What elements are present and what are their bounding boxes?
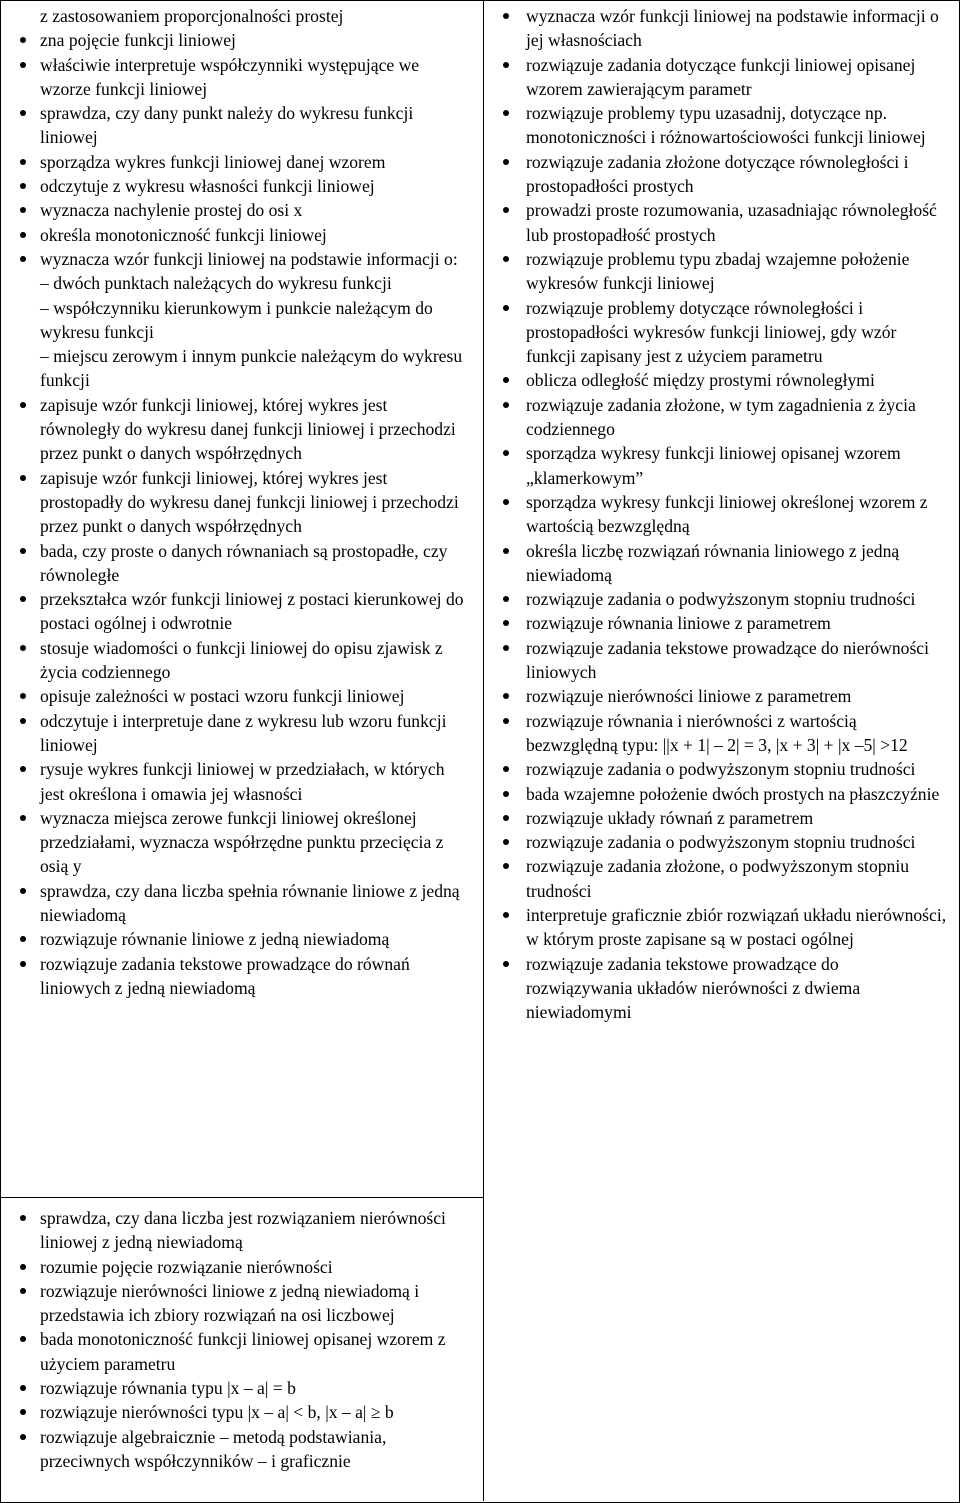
- list-item: rozwiązuje nierówności typu |x – a| < b, |x – a| ≥ b: [12, 1400, 470, 1424]
- list-item: określa monotoniczność funkcji liniowej: [12, 223, 470, 247]
- list-item: sporządza wykresy funkcji liniowej określonej wzorem z wartością bezwzględną: [495, 490, 947, 539]
- list-item: rozwiązuje zadania o podwyższonym stopniu trudności: [495, 757, 947, 781]
- list-item: rozwiązuje nierówności liniowe z parametrem: [495, 684, 947, 708]
- list-item: rozwiązuje zadania złożone, w tym zagadnienia z życia codziennego: [495, 393, 947, 442]
- list-item: rozwiązuje równania i nierówności z wartością bezwzględną typu: ||x + 1| – 2| = 3, |x + 3| + |x –5| >12: [495, 709, 947, 758]
- right-column-list: [495, 4, 947, 1024]
- row-divider: [0, 1197, 484, 1198]
- sub-list-item: – miejscu zerowym i innym punkcie należącym do wykresu funkcji: [40, 346, 463, 391]
- list-item: rozwiązuje problemu typu zbadaj wzajemne położenie wykresów funkcji liniowej: [495, 247, 947, 296]
- list-item: sporządza wykres funkcji liniowej danej wzorem: [12, 150, 470, 174]
- list-item: wyznacza nachylenie prostej do osi x: [12, 198, 470, 222]
- list-item: rozwiązuje nierówności liniowe z jedną niewiadomą i przedstawia ich zbiory rozwiązań na osi liczbowej: [12, 1279, 470, 1328]
- list-item: odczytuje i interpretuje dane z wykresu lub wzoru funkcji liniowej: [12, 709, 470, 758]
- left-bottom-list: [12, 1206, 470, 1473]
- column-divider: [483, 0, 484, 1501]
- list-item: sprawdza, czy dana liczba jest rozwiązaniem nierówności liniowej z jedną niewiadomą: [12, 1206, 470, 1255]
- list-item: rozumie pojęcie rozwiązanie nierówności: [12, 1255, 470, 1279]
- list-item: rozwiązuje zadania złożone, o podwyższonym stopniu trudności: [495, 854, 947, 903]
- list-item: prowadzi proste rozumowania, uzasadniając równoległość lub prostopadłość prostych: [495, 198, 947, 247]
- list-item: określa liczbę rozwiązań równania liniowego z jedną niewiadomą: [495, 539, 947, 588]
- list-item: rozwiązuje równania liniowe z parametrem: [495, 611, 947, 635]
- list-item: rozwiązuje równania typu |x – a| = b: [12, 1376, 470, 1400]
- list-item: bada wzajemne położenie dwóch prostych na płaszczyźnie: [495, 782, 947, 806]
- sub-list-item: – współczynniku kierunkowym i punkcie należącym do wykresu funkcji: [40, 297, 433, 342]
- list-item: rozwiązuje zadania o podwyższonym stopniu trudności: [495, 830, 947, 854]
- list-item: interpretuje graficznie zbiór rozwiązań układu nierówności, w którym proste zapisane są w postaci ogólnej: [495, 903, 947, 952]
- left-column-list: [12, 4, 470, 1000]
- list-item: rozwiązuje równanie liniowe z jedną niewiadomą: [12, 927, 470, 951]
- list-item: zapisuje wzór funkcji liniowej, której wykres jest prostopadły do wykresu danej funkcji liniowej i przechodzi przez punkt o danych współrzędnych: [12, 466, 470, 539]
- list-item: rozwiązuje zadania złożone dotyczące równoległości i prostopadłości prostych: [495, 150, 947, 199]
- list-item: wyznacza miejsca zerowe funkcji liniowej określonej przedziałami, wyznacza współrzędne punktu przecięcia z osią y: [12, 806, 470, 879]
- list-item: zna pojęcie funkcji liniowej: [12, 28, 470, 52]
- list-item: rozwiązuje zadania tekstowe prowadzące do równań liniowych z jedną niewiadomą: [12, 952, 470, 1001]
- list-item: stosuje wiadomości o funkcji liniowej do opisu zjawisk z życia codziennego: [12, 636, 470, 685]
- list-item: sprawdza, czy dany punkt należy do wykresu funkcji liniowej: [12, 101, 470, 150]
- list-item: właściwie interpretuje współczynniki występujące we wzorze funkcji liniowej: [12, 53, 470, 102]
- list-item: wyznacza wzór funkcji liniowej na podstawie informacji o jej własnościach: [495, 4, 947, 53]
- list-item: rozwiązuje problemy dotyczące równoległości i prostopadłości wykresów funkcji liniowej, gdy wzór funkcji zapisany jest z użyciem parametru: [495, 296, 947, 369]
- continuation-text: z zastosowaniem proporcjonalności prostej: [40, 6, 344, 26]
- list-item: rozwiązuje zadania tekstowe prowadzące do rozwiązywania układów nierówności z dwiema niewiadomymi: [495, 952, 947, 1025]
- list-item: rysuje wykres funkcji liniowej w przedziałach, w których jest określona i omawia jej własności: [12, 757, 470, 806]
- list-item: wyznacza wzór funkcji liniowej na podstawie informacji o:: [12, 247, 470, 271]
- list-item: rozwiązuje problemy typu uzasadnij, dotyczące np. monotoniczności i różnowartościowości funkcji liniowej: [495, 101, 947, 150]
- list-item: rozwiązuje zadania dotyczące funkcji liniowej opisanej wzorem zawierającym parametr: [495, 53, 947, 102]
- list-item: rozwiązuje układy równań z parametrem: [495, 806, 947, 830]
- list-item: bada monotoniczność funkcji liniowej opisanej wzorem z użyciem parametru: [12, 1327, 470, 1376]
- list-item: sporządza wykresy funkcji liniowej opisanej wzorem „klamerkowym”: [495, 441, 947, 490]
- list-item: sprawdza, czy dana liczba spełnia równanie liniowe z jedną niewiadomą: [12, 879, 470, 928]
- list-item: oblicza odległość między prostymi równoległymi: [495, 368, 947, 392]
- sub-list-item: – dwóch punktach należących do wykresu funkcji: [40, 273, 392, 294]
- list-item: bada, czy proste o danych równaniach są prostopadłe, czy równoległe: [12, 539, 470, 588]
- list-item: zapisuje wzór funkcji liniowej, której wykres jest równoległy do wykresu danej funkcji liniowej i przechodzi przez punkt o danych współrzędnych: [12, 393, 470, 466]
- list-item: odczytuje z wykresu własności funkcji liniowej: [12, 174, 470, 198]
- list-item: rozwiązuje zadania tekstowe prowadzące do nierówności liniowych: [495, 636, 947, 685]
- list-item: opisuje zależności w postaci wzoru funkcji liniowej: [12, 684, 470, 708]
- list-item: rozwiązuje zadania o podwyższonym stopniu trudności: [495, 587, 947, 611]
- list-item: rozwiązuje algebraicznie – metodą podstawiania, przeciwnych współczynników – i graficznie: [12, 1425, 470, 1474]
- list-item: przekształca wzór funkcji liniowej z postaci kierunkowej do postaci ogólnej i odwrotnie: [12, 587, 470, 636]
